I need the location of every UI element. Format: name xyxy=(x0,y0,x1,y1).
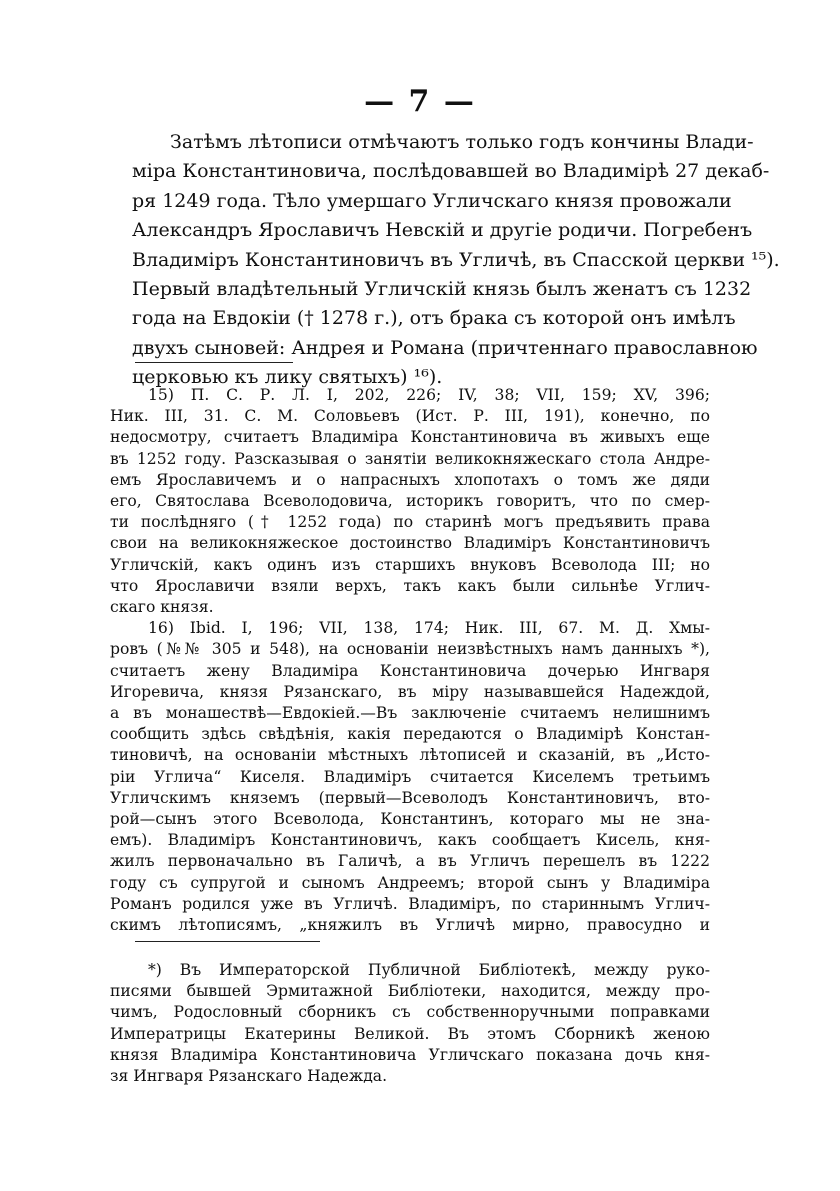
footnote-line: ровъ (№№ 305 и 548), на основаніи неизвѣстныхъ намъ данныхъ *), xyxy=(110,640,710,659)
footnote-line: его, Святослава Всеволодовича, историкъ говоритъ, что по смер- xyxy=(110,492,710,511)
sub-footnote-line: *) Въ Императорской Публичной Библіотекѣ, между руко- xyxy=(148,961,710,979)
footnote-line: емъ Ярославичемъ и о напрасныхъ хлопотахъ о томъ же дяди xyxy=(110,470,710,489)
footnote-line: рой—сынъ этого Всеволода, Константинъ, котораго мы не зна- xyxy=(110,810,710,829)
footnote-line: считаетъ жену Владиміра Константиновича дочерью Ингваря xyxy=(110,661,710,680)
sub-footnote-line: князя Владиміра Константиновича Угличскаго показана дочь кня- xyxy=(110,1045,710,1064)
sub-footnote xyxy=(110,960,710,1087)
main-paragraph xyxy=(132,128,780,393)
footnote-line: что Ярославичи взяли верхъ, такъ какъ были сильнѣе Углич- xyxy=(110,576,710,595)
text-line: Затѣмъ лѣтописи отмѣчаютъ только годъ кончины Влади- xyxy=(170,131,754,153)
text-line: Первый владѣтельный Угличскій князь былъ женатъ съ 1232 xyxy=(132,278,752,301)
footnote-divider xyxy=(135,362,293,363)
page-number: — 7 — xyxy=(364,84,476,119)
sub-footnote-line: писями бывшей Эрмитажной Библіотеки, находится, между про- xyxy=(110,982,710,1001)
footnotes xyxy=(110,385,710,936)
footnote-line: Игоревича, князя Рязанскаго, въ міру называвшейся Надеждой, xyxy=(110,682,710,701)
footnote-line: скимъ лѣтописямъ, „княжилъ въ Угличѣ мирно, правосудно и xyxy=(110,916,710,935)
footnote-line: 16) Ibid. I, 196; VII, 138, 174; Ник. III, 67. М. Д. Хмы- xyxy=(148,619,710,638)
footnote-line: а въ монашествѣ—Евдокіей.—Въ заключеніе считаемъ нелишнимъ xyxy=(110,704,710,723)
footnote-line: недосмотру, считаетъ Владиміра Константиновича въ живыхъ еще xyxy=(110,428,710,447)
footnote-line: жилъ первоначально въ Галичѣ, а въ Угличъ перешелъ въ 1222 xyxy=(110,852,710,871)
text-line: года на Евдокіи († 1278 г.), отъ брака съ которой онъ имѣлъ xyxy=(132,307,736,330)
footnote-line: году съ супругой и сыномъ Андреемъ; второй сынъ у Владиміра xyxy=(110,873,710,892)
text-line: ря 1249 года. Тѣло умершаго Угличскаго князя провожали xyxy=(132,189,732,212)
footnote-line: емъ). Владиміръ Константиновичъ, какъ сообщаетъ Кисель, кня- xyxy=(110,831,710,850)
footnote-line: Ник. III, 31. С. М. Соловьевъ (Ист. Р. III, 191), конечно, по xyxy=(110,407,710,426)
footnote-line: ти послѣдняго († 1252 года) по старинѣ могъ предъявить права xyxy=(110,513,710,532)
footnote-line: 15) П. С. Р. Л. I, 202, 226; IV, 38; VII, 159; XV, 396; xyxy=(148,386,710,404)
sub-footnote-line: чимъ, Родословный сборникъ съ собственноручными поправками xyxy=(110,1003,710,1022)
sub-footnote-divider xyxy=(135,941,320,942)
footnote-line: тиновичѣ, на основаніи мѣстныхъ лѣтописей и сказаній, въ „Исто- xyxy=(110,746,710,765)
sub-footnote-line: зя Ингваря Рязанскаго Надежда. xyxy=(110,1067,388,1086)
footnote-line: Угличскій, какъ одинъ изъ старшихъ внуковъ Всеволода III; но xyxy=(110,555,710,574)
footnote-line: скаго князя. xyxy=(110,598,214,617)
footnote-line: ріи Углича“ Киселя. Владиміръ считается Киселемъ третьимъ xyxy=(110,767,710,786)
footnote-line: свои на великокняжеское достоинство Владиміръ Константиновичъ xyxy=(110,534,710,553)
footnote-line: Романъ родился уже въ Угличѣ. Владиміръ, по стариннымъ Углич- xyxy=(110,894,710,913)
text-line: Владиміръ Константиновичъ въ Угличѣ, въ Спасской церкви ¹⁵). xyxy=(132,248,780,271)
text-line: Александръ Ярославичъ Невскій и другіе родичи. Погребенъ xyxy=(132,219,753,242)
footnote-line: въ 1252 году. Разсказывая о занятіи великокняжескаго стола Андре- xyxy=(110,449,710,468)
sub-footnote-line: Императрицы Екатерины Великой. Въ этомъ Сборникѣ женою xyxy=(110,1024,710,1043)
text-line: церковью къ лику святыхъ) ¹⁶). xyxy=(132,366,443,389)
footnote-line: Угличскимъ княземъ (первый—Всеволодъ Константиновичъ, вто- xyxy=(110,788,710,807)
text-line: двухъ сыновей: Андрея и Романа (причтеннаго православною xyxy=(132,336,758,359)
text-line: міра Константиновича, послѣдовавшей во Владимірѣ 27 декаб- xyxy=(132,160,770,183)
footnote-line: сообщить здѣсь свѣдѣнія, какія передаются о Владимірѣ Констан- xyxy=(110,725,710,744)
